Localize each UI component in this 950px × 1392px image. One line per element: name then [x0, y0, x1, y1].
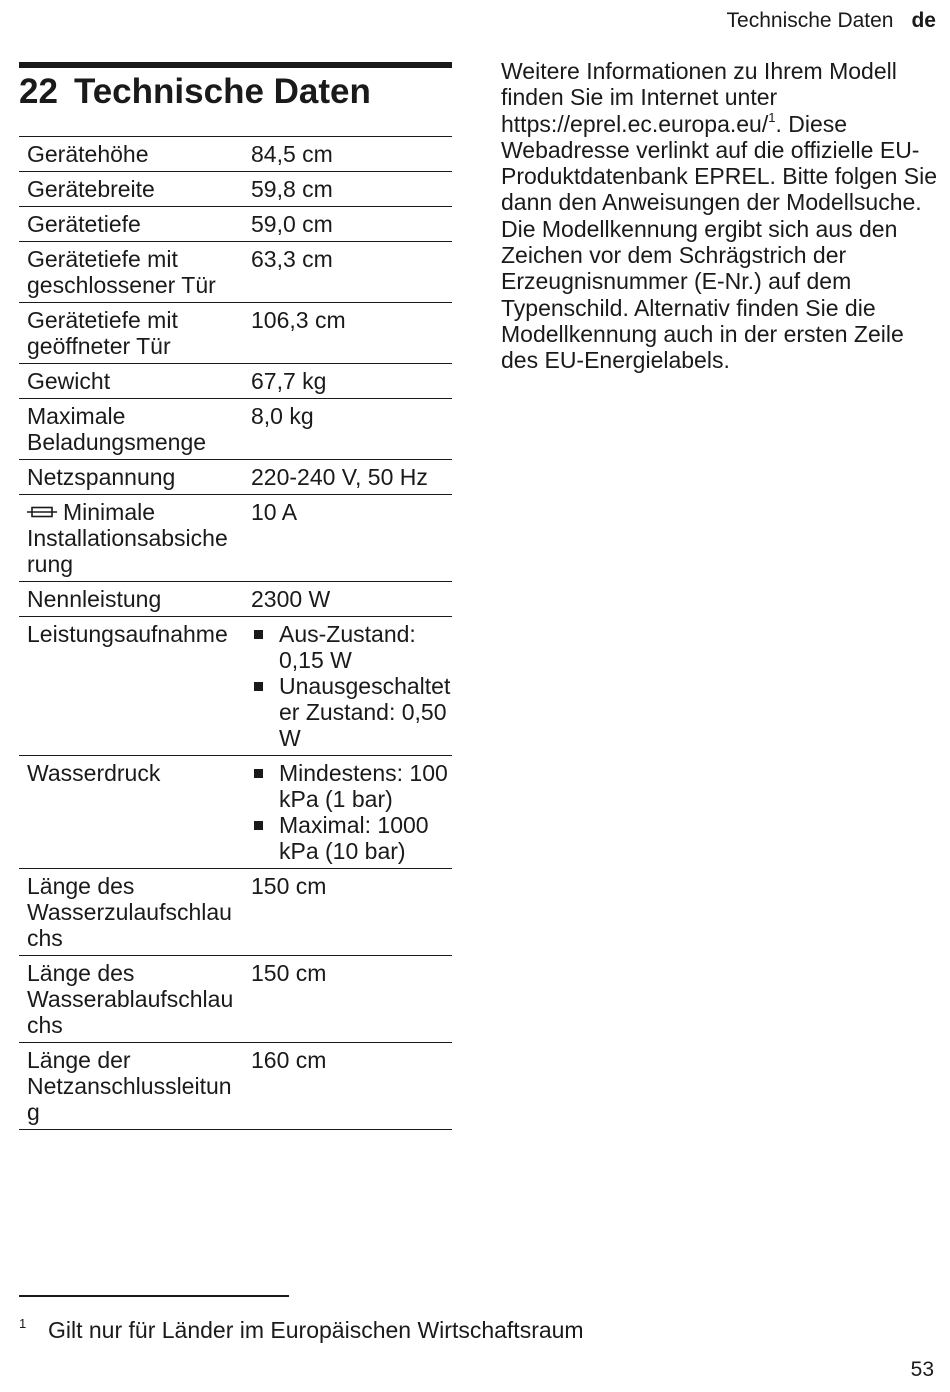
section-number: 22 — [19, 72, 58, 111]
table-row — [19, 1043, 452, 1130]
spec-value: 106,3 cm — [241, 303, 452, 364]
list-item: Mindestens: 100 kPa (1 bar) — [251, 760, 452, 812]
table-row — [19, 617, 452, 756]
spec-label: Gerätetiefe — [19, 207, 241, 242]
footnote-text: Gilt nur für Länder im Europäischen Wirtschaftsraum — [48, 1317, 584, 1343]
spec-label: Gerätebreite — [19, 172, 241, 207]
spec-value: 84,5 cm — [241, 137, 452, 172]
spec-label: Länge des Wasserzulaufschlauchs — [19, 869, 241, 956]
list-item: Unausgeschalteter Zustand: 0,50 W — [251, 673, 452, 751]
spec-value: 150 cm — [241, 869, 452, 956]
table-row — [19, 756, 452, 869]
header-section-name: Technische Daten — [726, 9, 894, 32]
spec-label: Länge des Wasserablaufschlauchs — [19, 956, 241, 1043]
running-header — [727, 8, 936, 34]
section-title: Technische Daten — [73, 72, 371, 111]
footnote-reference: 1 — [768, 109, 776, 125]
info-text-after: . Diese Webadresse verlinkt auf die offizielle EU-Produktdatenbank EPREL. Bitte folgen Sie dann den Anweisungen der Modellsuche. Die Modellkennung ergibt sich aus den Zeichen vor dem Schrägstrich der Erzeugnisnummer (E-Nr.) auf dem Typenschild. Alternativ finden Sie die Modellkennung auch in der ersten Zeile des EU-Energielabels. — [501, 110, 938, 374]
spec-label: Gerätehöhe — [19, 137, 241, 172]
table-row — [19, 460, 452, 495]
fuse-icon — [27, 506, 57, 518]
table-row — [19, 869, 452, 956]
spec-label: Wasserdruck — [19, 756, 241, 869]
table-row — [19, 207, 452, 242]
header-language: de — [911, 9, 936, 32]
table-row — [19, 582, 452, 617]
spec-label: Minimale Installationsabsicherung — [27, 499, 228, 577]
table-row — [19, 364, 452, 399]
footnote-rule — [19, 1295, 289, 1297]
section-rule — [19, 62, 452, 68]
table-row — [19, 172, 452, 207]
spec-value: 8,0 kg — [241, 399, 452, 460]
table-row — [19, 399, 452, 460]
spec-label: Gerätetiefe mit geöffneter Tür — [19, 303, 241, 364]
spec-label: Länge der Netzanschlussleitung — [19, 1043, 241, 1130]
spec-label: Maximale Beladungsmenge — [19, 399, 241, 460]
list-item: Aus-Zustand: 0,15 W — [251, 621, 452, 673]
spec-label: Netzspannung — [19, 460, 241, 495]
spec-label: Gerätetiefe mit geschlossener Tür — [19, 242, 241, 303]
spec-value: 67,7 kg — [241, 364, 452, 399]
section-heading — [19, 70, 452, 114]
spec-label: Leistungsaufnahme — [19, 617, 241, 756]
spec-value: 59,0 cm — [241, 207, 452, 242]
footnote — [19, 1310, 719, 1344]
table-row — [19, 495, 452, 582]
spec-table — [19, 136, 452, 1130]
spec-value: 63,3 cm — [241, 242, 452, 303]
table-row — [19, 956, 452, 1043]
page-number: 53 — [910, 1358, 934, 1381]
spec-label: Gewicht — [19, 364, 241, 399]
spec-value: 160 cm — [241, 1043, 452, 1130]
spec-value: 59,8 cm — [241, 172, 452, 207]
table-row — [19, 242, 452, 303]
info-paragraph — [501, 58, 937, 374]
list-item: Maximal: 1000 kPa (10 bar) — [251, 812, 452, 864]
spec-value-list — [241, 756, 452, 869]
spec-label-with-icon — [19, 495, 241, 582]
table-row — [19, 137, 452, 172]
spec-value: 150 cm — [241, 956, 452, 1043]
spec-value: 2300 W — [241, 582, 452, 617]
info-text-before: Weitere Informationen zu Ihrem Modell finden Sie im Internet unter https://eprel.ec.europa.eu/ — [501, 58, 897, 137]
table-row — [19, 303, 452, 364]
spec-value: 220-240 V, 50 Hz — [241, 460, 452, 495]
footnote-mark: 1 — [19, 1316, 27, 1331]
spec-value: 10 A — [241, 495, 452, 582]
spec-label: Nennleistung — [19, 582, 241, 617]
spec-value-list — [241, 617, 452, 756]
